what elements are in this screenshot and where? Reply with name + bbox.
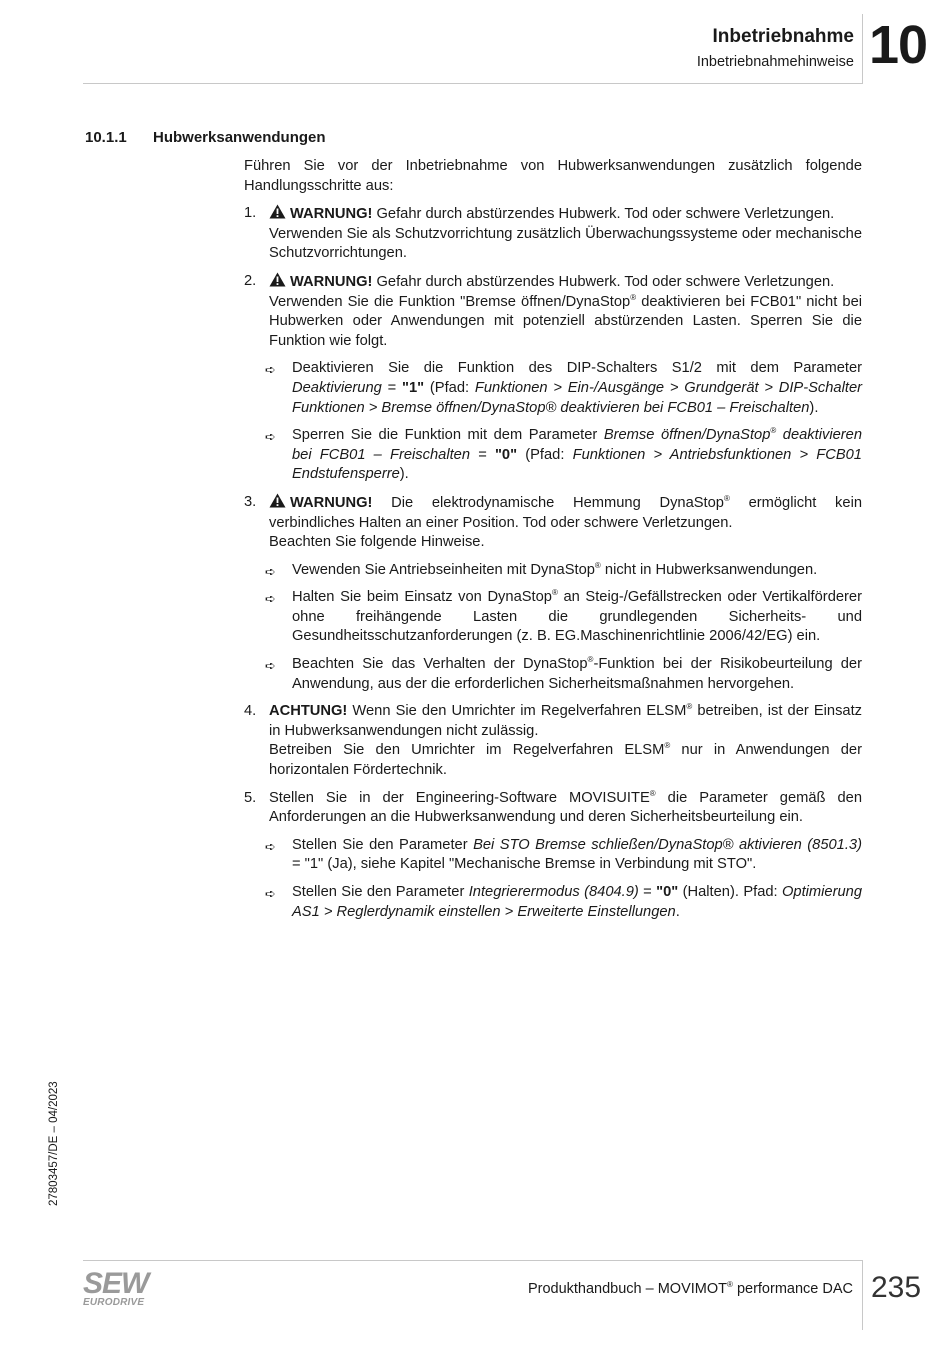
header-divider <box>862 14 863 84</box>
warning-label: WARNUNG! <box>290 273 373 290</box>
list-item <box>244 272 862 485</box>
item-number: 3. <box>244 493 257 510</box>
item-paragraph: ACHTUNG! Wenn Sie den Umrichter im Regelverfahren ELSM® betreiben, ist der Einsatz in Hubwerksanwendungen nicht zulässig. Betreiben Sie den Umrichter im Regelverfahren ELSM® nur in Anwendungen der horizontalen Fördertechnik. <box>269 702 863 779</box>
arrow-right-icon: ➪ <box>265 429 276 445</box>
warning-icon <box>269 204 286 219</box>
header-subtitle: Inbetriebnahmehinweise <box>696 54 854 70</box>
sew-logo: SEW EURODRIVE <box>83 1267 149 1308</box>
list-item <box>244 702 862 780</box>
warning-icon <box>269 272 286 287</box>
header-rule <box>83 83 862 84</box>
bullet-item: ➪ Sperren Sie die Funktion mit dem Parameter Bremse öffnen/DynaStop® deaktivieren bei FCB01 – Freischalten = "0" (Pfad: Funktionen > Antriebsfunktionen > FCB01 Endstufensperre). <box>265 426 862 483</box>
bullet-item: ➪ Stellen Sie den Parameter Bei STO Bremse schließen/DynaStop® aktivieren (8501.3) = "1" (Ja), siehe Kapitel "Mechanische Bremse in Verbindung mit STO". <box>265 836 862 873</box>
bullet-item: ➪ Halten Sie beim Einsatz von DynaStop® an Steig-/Gefällstrecken oder Vertikalförderer ohne freihängende Lasten die grundlegenden Sicherheits- und Gesundheitsschutzanforderungen (z. B. EG.Maschinenrichtlinie 2006/42/EG) ein. <box>265 588 862 645</box>
item-number: 4. <box>244 703 257 720</box>
warning-label: WARNUNG! <box>290 494 373 511</box>
document-code: 27803457/DE – 04/2023 <box>48 1081 60 1206</box>
sub-bullet-list <box>265 560 862 695</box>
header-title: Inbetriebnahme <box>712 26 854 47</box>
arrow-right-icon: ➪ <box>265 838 276 854</box>
footer-title: Produkthandbuch – MOVIMOT® performance DAC <box>527 1280 853 1297</box>
arrow-right-icon: ➪ <box>265 658 276 674</box>
item-number: 1. <box>244 205 257 222</box>
arrow-right-icon: ➪ <box>265 362 276 378</box>
arrow-right-icon: ➪ <box>265 591 276 607</box>
arrow-right-icon: ➪ <box>265 563 276 579</box>
list-item <box>244 204 862 264</box>
section-title: Hubwerksanwendungen <box>153 129 326 146</box>
footer-rule <box>83 1260 862 1261</box>
item-number: 2. <box>244 272 257 289</box>
footer-divider <box>862 1260 863 1330</box>
bullet-item: ➪ Beachten Sie das Verhalten der DynaStop®-Funktion bei der Risikobeurteilung der Anwendung, aus der die erforderlichen Sicherheitsmaßnahmen hervorgehen. <box>265 655 862 692</box>
item-number: 5. <box>244 789 257 806</box>
item-paragraph: WARNUNG! Gefahr durch abstürzendes Hubwerk. Tod oder schwere Verletzungen. Verwenden Sie als Schutzvorrichtung zusätzlich Überwachungssysteme oder mechanische Schutzvorrichtungen. <box>269 206 862 262</box>
bullet-item: ➪ Vewenden Sie Antriebseinheiten mit DynaStop® nicht in Hubwerksanwendungen. <box>269 561 862 581</box>
page-number: 235 <box>871 1271 922 1304</box>
arrow-right-icon: ➪ <box>265 886 276 901</box>
intro-text: Führen Sie vor der Inbetriebnahme von Hubwerksanwendungen zusätzlich folgende Handlungsschritte aus: <box>244 158 862 194</box>
item-paragraph: WARNUNG! Gefahr durch abstürzendes Hubwerk. Tod oder schwere Verletzungen. Verwenden Sie die Funktion "Bremse öffnen/DynaStop® deaktivieren bei FCB01" nicht bei Hubwerken oder Anwendungen mit potenziell abstürzenden Lasten. Sperren Sie die Funktion wie folgt. <box>269 273 862 349</box>
section-number: 10.1.1 <box>85 129 127 146</box>
list-item <box>244 789 862 923</box>
chapter-number: 10 <box>869 15 928 75</box>
warning-icon <box>269 493 286 508</box>
list-item <box>244 493 862 694</box>
steps-list <box>244 204 862 922</box>
warning-label: WARNUNG! <box>290 206 373 223</box>
sub-bullet-list <box>265 836 862 922</box>
sub-bullet-list <box>265 359 862 485</box>
item-paragraph: WARNUNG! Die elektrodynamische Hemmung DynaStop® ermöglicht kein verbindliches Halten an einer Position. Tod oder schwere Verletzungen. Beachten Sie folgende Hinweise. <box>269 493 862 551</box>
notice-label: ACHTUNG! <box>269 703 348 720</box>
bullet-item: ➪ Stellen Sie den Parameter Integrierermodus (8404.9) = "0" (Halten). Pfad: Optimierung AS1 > Reglerdynamik einstellen > Erweiterte Einstellungen. <box>265 884 862 920</box>
main-content <box>244 157 862 930</box>
bullet-item: ➪ Deaktivieren Sie die Funktion des DIP-Schalters S1/2 mit dem Parameter Deaktivierung = "1" (Pfad: Funktionen > Ein-/Ausgänge > Grundgerät > DIP-Schalter Funktionen > Bremse öffnen/DynaStop® deaktivieren bei FCB01 – Freischalten). <box>265 360 862 416</box>
item-paragraph: Stellen Sie in der Engineering-Software MOVISUITE® die Parameter gemäß den Anforderungen an die Hubwerksanwendung und deren Sicherheitsbeurteilung ein. <box>269 788 862 826</box>
